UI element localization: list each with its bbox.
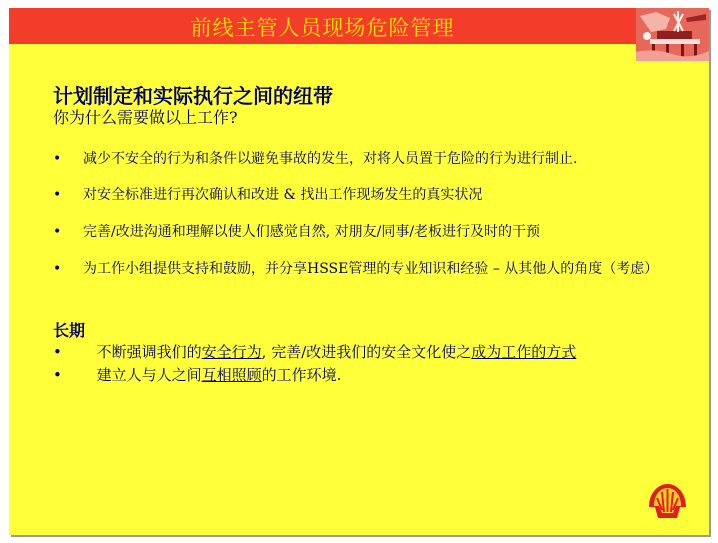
long-term-item-1 [53,343,693,362]
work-method-link: 成为工作的方式 [471,343,577,361]
bullet-dot: • [53,187,62,203]
shell-logo-svg [646,481,689,524]
bullet-text: 完善/改进沟通和理解以使人们感觉自然, 对朋友/同事/老板进行及时的干预 [83,224,541,240]
bullet-text: 减少不安全的行为和条件以避免事故的发生，对将人员置于危险的行为进行制止. [83,151,578,167]
main-heading: 计划制定和实际执行之间的纽带 [53,84,333,108]
bullet-dot: • [53,224,62,240]
bullet-dot: • [53,343,62,361]
long-term-heading: 长期 [53,321,86,340]
mutual-care-link: 互相照顾 [201,366,262,384]
subheading-question: 你为什么需要做以上工作? [53,108,238,127]
page-title: 前线主管人员现场危险管理 [9,8,636,44]
long-term-text-start: 建立人与人之间 [96,366,202,384]
offshore-platform-icon [636,8,709,61]
long-term-text-start: 不断强调我们的 [96,343,202,361]
bullet-item-4 [53,260,673,279]
bullet-dot: • [53,366,62,384]
long-term-item-2 [53,366,693,385]
bullet-item-2 [53,186,673,205]
shell-logo-icon [646,481,689,524]
long-term-text-end: 的工作环境. [261,366,342,384]
bullet-item-1 [53,150,673,169]
bullet-text: 对安全标准进行再次确认和改进 & 找出工作现场发生的真实状况 [83,187,483,203]
long-term-text-middle: , 完善/改进我们的安全文化使之 [261,343,472,361]
long-term-text [97,366,342,384]
safety-behavior-link: 安全行为 [201,343,262,361]
bullet-item-3 [53,223,673,242]
platform-illustration [636,8,709,61]
bullet-dot: • [53,151,62,167]
long-term-text [97,343,577,361]
bullet-dot: • [53,261,62,277]
bullet-text: 为工作小组提供支持和鼓励，并分享HSSE管理的专业知识和经验 – 从其他人的角度（考虑） [83,261,659,277]
